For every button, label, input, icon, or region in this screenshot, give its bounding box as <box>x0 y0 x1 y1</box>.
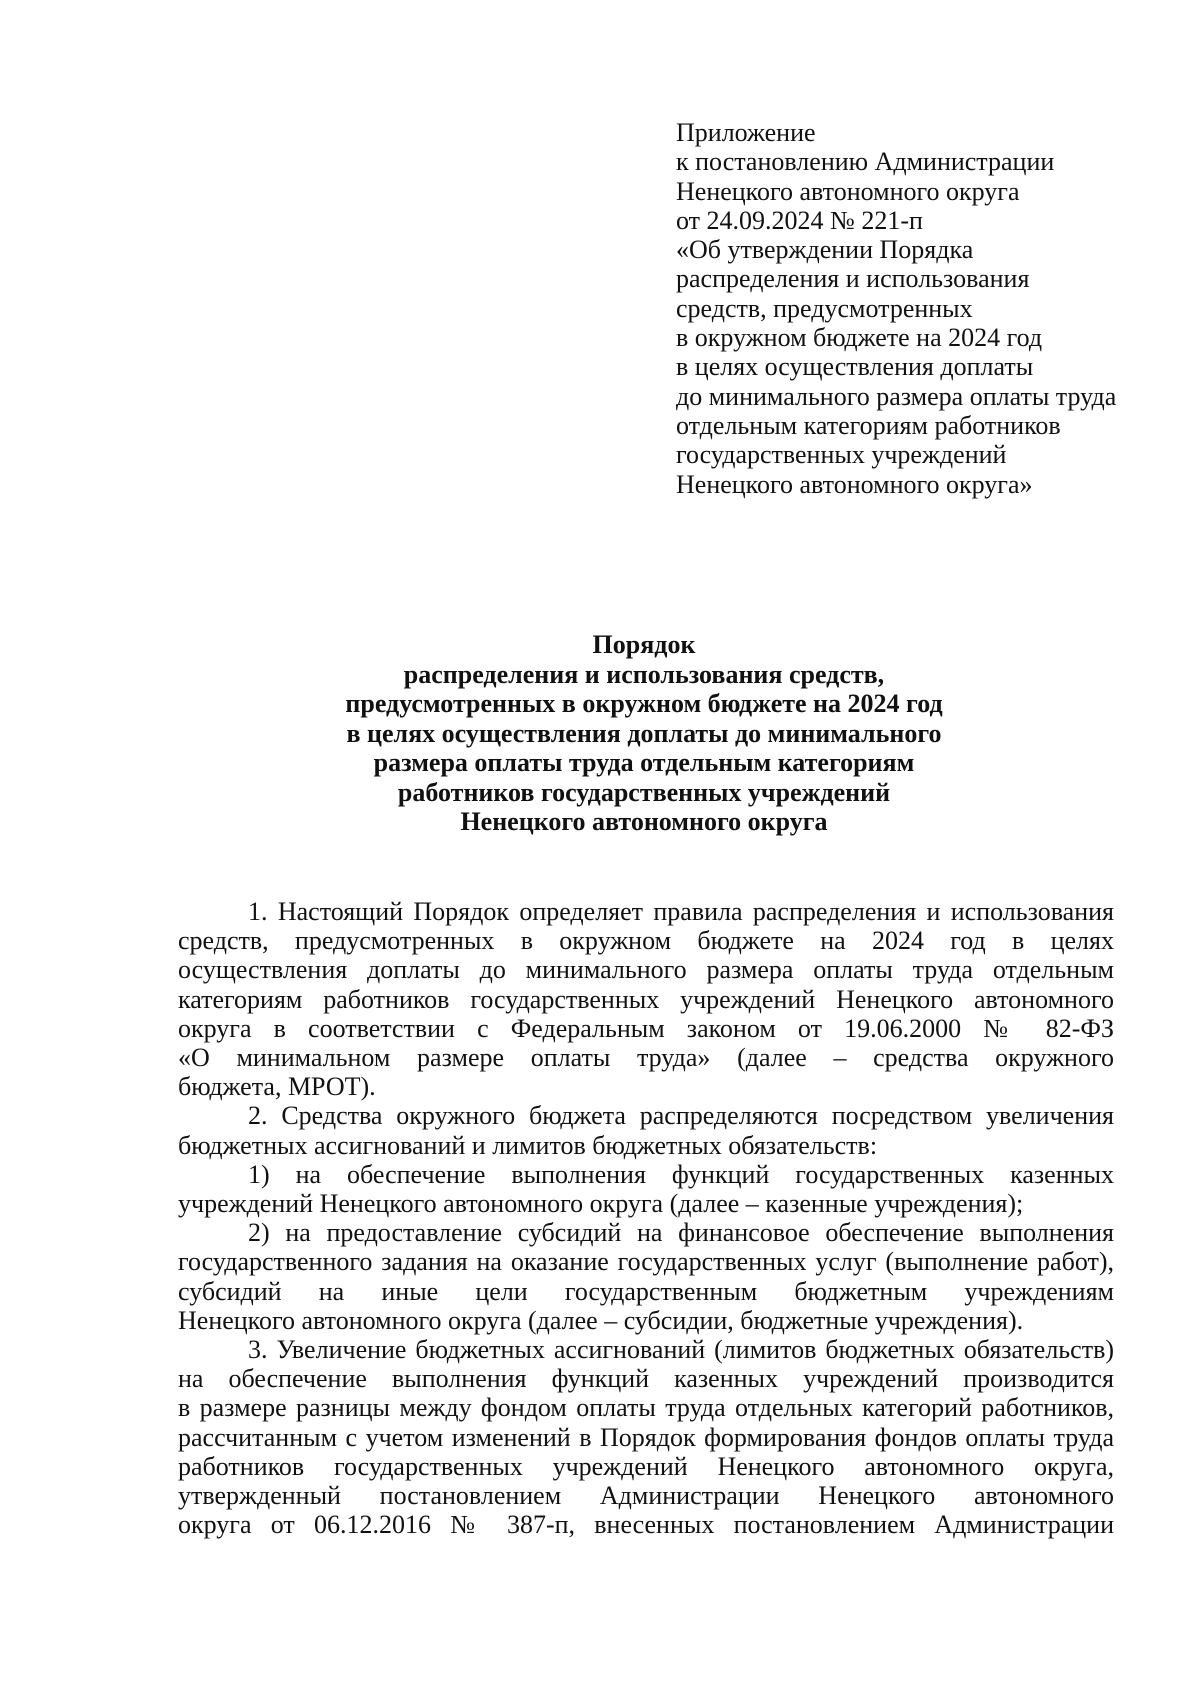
body-line: бюджета, МРОТ). <box>178 1072 376 1102</box>
title-line: работников государственных учреждений <box>397 777 891 807</box>
appendix-line: к постановлению Администрации <box>676 147 1055 177</box>
appendix-line: государственных учреждений <box>676 440 1007 470</box>
body-line: утвержденный постановлением Администрации Ненецкого автономного <box>178 1481 1114 1511</box>
body-line: 1. Настоящий Порядок определяет правила распределения и использования <box>248 897 1114 926</box>
body-line: рассчитанным с учетом изменений в Порядок формирования фондов оплаты труда <box>178 1422 1114 1452</box>
body-line: на обеспечение выполнения функций казенных учреждений производится <box>178 1364 1114 1394</box>
body-line: 2) на предоставление субсидий на финансовое обеспечение выполнения <box>248 1218 1114 1248</box>
document-title <box>176 630 1112 837</box>
appendix-line: Ненецкого автономного округа <box>676 176 1020 206</box>
appendix-line: Приложение <box>676 118 816 147</box>
title-line: распределения и использования средств, <box>403 659 885 689</box>
title-line: в целях осуществления доплаты до минимального <box>346 718 942 748</box>
appendix-line: в окружном бюджете на 2024 год <box>676 323 1043 353</box>
body-line: 1) на обеспечение выполнения функций государственных казенных <box>248 1159 1114 1189</box>
body-line: «О минимальном размере оплаты труда» (далее – средства окружного <box>178 1043 1114 1073</box>
title-line: Порядок <box>592 630 696 659</box>
body-line: средств, предусмотренных в окружном бюджете на 2024 год в целях <box>178 926 1114 956</box>
title-line: размера оплаты труда отдельным категориям <box>373 748 915 777</box>
body-line: осуществления доплаты до минимального размера оплаты труда отдельным <box>178 955 1114 985</box>
body-line: 2. Средства окружного бюджета распределяются посредством увеличения <box>248 1101 1114 1131</box>
appendix-line: в целях осуществления доплаты <box>676 352 1034 382</box>
body-line: округа от 06.12.2016 № 387-п, внесенных постановлением Администрации <box>178 1510 1114 1540</box>
body-line: Ненецкого автономного округа (далее – субсидии, бюджетные учреждения). <box>178 1305 1024 1335</box>
appendix-line: средств, предусмотренных <box>676 293 973 323</box>
title-line: Ненецкого автономного округа <box>460 807 828 836</box>
appendix-block <box>676 118 1176 499</box>
appendix-line: распределения и использования <box>676 264 1030 294</box>
body-line: категориям работников государственных учреждений Ненецкого автономного <box>178 984 1114 1014</box>
body-line: учреждений Ненецкого автономного округа (далее – казенные учреждения); <box>178 1189 1024 1219</box>
appendix-line: до минимального размера оплаты труда <box>676 381 1117 411</box>
appendix-line: отдельным категориям работников <box>676 410 1061 440</box>
body-line: бюджетных ассигнований и лимитов бюджетных обязательств: <box>178 1130 878 1160</box>
appendix-line: Ненецкого автономного округа» <box>676 469 1033 499</box>
body-line: работников государственных учреждений Ненецкого автономного округа, <box>178 1451 1114 1481</box>
appendix-line: от 24.09.2024 № 221-п <box>676 205 923 235</box>
document-body <box>178 897 1114 1539</box>
body-line: 3. Увеличение бюджетных ассигнований (лимитов бюджетных обязательств) <box>248 1335 1114 1365</box>
body-line: округа в соответствии с Федеральным законом от 19.06.2000 № 82-ФЗ <box>178 1013 1114 1043</box>
body-line: субсидий на иные цели государственным бюджетным учреждениям <box>178 1276 1114 1306</box>
title-line: предусмотренных в окружном бюджете на 2024 год <box>345 689 943 718</box>
body-line: государственного задания на оказание государственных услуг (выполнение работ), <box>178 1247 1114 1277</box>
appendix-line: «Об утверждении Порядка <box>676 235 974 265</box>
body-line: в размере разницы между фондом оплаты труда отдельных категорий работников, <box>178 1393 1114 1423</box>
